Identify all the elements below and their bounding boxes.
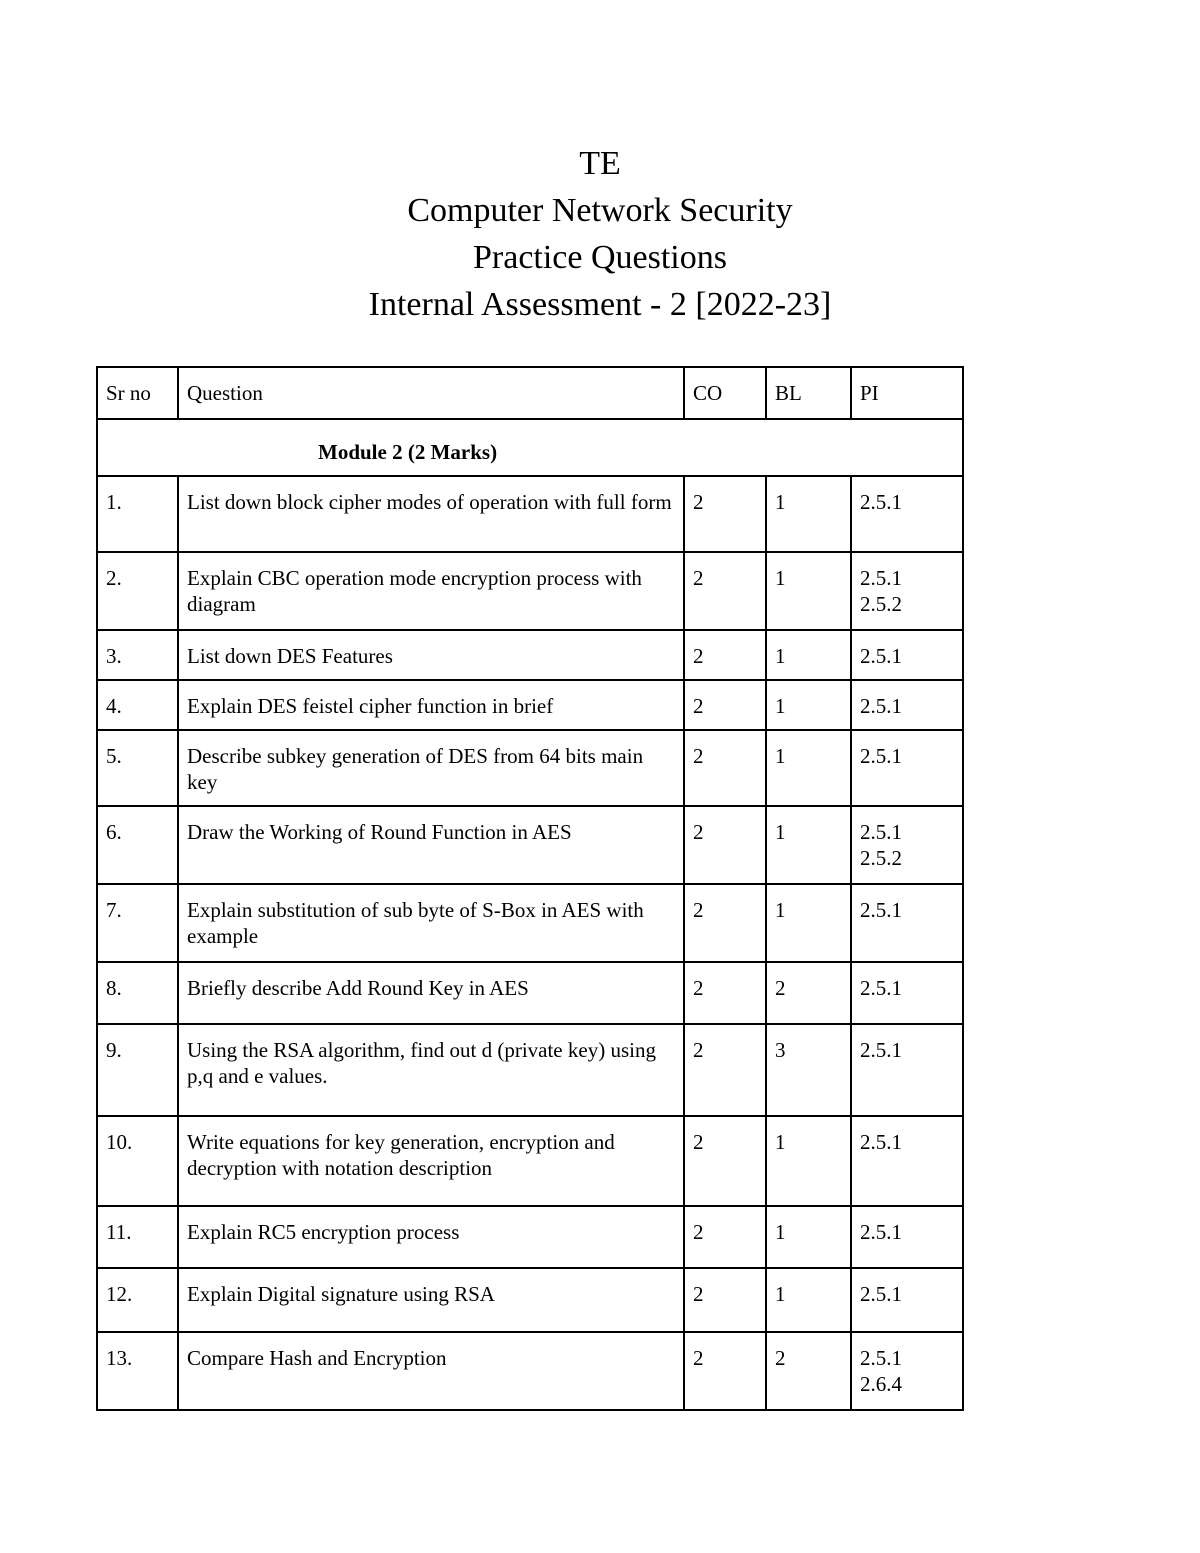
pi-value: 2.5.1 [860, 1220, 902, 1244]
module-label: Module 2 (2 Marks) [318, 440, 498, 464]
sr-no-cell: 1. [97, 476, 178, 552]
bl-cell: 3 [766, 1024, 851, 1116]
pi-value: 2.5.2 [860, 592, 902, 616]
bl-cell: 1 [766, 1116, 851, 1206]
pi-cell [851, 1116, 963, 1206]
bl-cell: 1 [766, 884, 851, 962]
questions-table [96, 366, 964, 1411]
question-cell: List down block cipher modes of operation with full form [178, 476, 684, 552]
sr-no-cell: 8. [97, 962, 178, 1024]
pi-cell [851, 1024, 963, 1116]
question-cell: Explain Digital signature using RSA [178, 1268, 684, 1332]
question-cell: Compare Hash and Encryption [178, 1332, 684, 1410]
table-row [97, 1332, 963, 1410]
module-heading-row [97, 419, 963, 476]
pi-value: 2.5.1 [860, 1282, 902, 1306]
table-row [97, 962, 963, 1024]
pi-cell [851, 680, 963, 730]
pi-cell [851, 884, 963, 962]
bl-cell: 1 [766, 552, 851, 630]
pi-value: 2.5.1 [860, 644, 902, 668]
co-cell: 2 [684, 962, 766, 1024]
co-cell: 2 [684, 680, 766, 730]
pi-cell [851, 1332, 963, 1410]
table-row [97, 680, 963, 730]
bl-cell: 1 [766, 630, 851, 680]
co-cell: 2 [684, 1268, 766, 1332]
sr-no-cell: 9. [97, 1024, 178, 1116]
pi-value: 2.5.1 [860, 820, 902, 844]
pi-value: 2.5.1 [860, 1038, 902, 1062]
co-cell: 2 [684, 884, 766, 962]
bl-cell: 1 [766, 730, 851, 806]
co-cell: 2 [684, 476, 766, 552]
co-cell: 2 [684, 630, 766, 680]
question-cell: Draw the Working of Round Function in AES [178, 806, 684, 884]
column-header-bl: BL [766, 367, 851, 419]
table-row [97, 730, 963, 806]
sr-no-cell: 7. [97, 884, 178, 962]
bl-cell: 1 [766, 1206, 851, 1268]
pi-value: 2.5.1 [860, 1130, 902, 1154]
table-row [97, 1268, 963, 1332]
pi-value: 2.5.1 [860, 744, 902, 768]
table-row [97, 1206, 963, 1268]
pi-value: 2.5.2 [860, 846, 902, 870]
pi-value: 2.5.1 [860, 898, 902, 922]
table-row [97, 806, 963, 884]
pi-cell [851, 962, 963, 1024]
co-cell: 2 [684, 552, 766, 630]
document-title-block [0, 140, 1200, 328]
table-row [97, 552, 963, 630]
question-cell: List down DES Features [178, 630, 684, 680]
class-label: TE [579, 145, 621, 182]
document-type: Practice Questions [473, 239, 727, 276]
sr-no-cell: 11. [97, 1206, 178, 1268]
pi-cell [851, 730, 963, 806]
bl-cell: 1 [766, 1268, 851, 1332]
question-cell: Using the RSA algorithm, find out d (private key) using p,q and e values. [178, 1024, 684, 1116]
pi-cell [851, 1268, 963, 1332]
bl-cell: 2 [766, 962, 851, 1024]
column-header-co: CO [684, 367, 766, 419]
assessment-title: Internal Assessment - 2 [2022-23] [368, 286, 832, 323]
question-cell: Briefly describe Add Round Key in AES [178, 962, 684, 1024]
question-cell: Explain substitution of sub byte of S-Box in AES with example [178, 884, 684, 962]
bl-cell: 1 [766, 806, 851, 884]
pi-value: 2.5.1 [860, 1346, 902, 1370]
pi-value: 2.6.4 [860, 1372, 902, 1396]
pi-value: 2.5.1 [860, 694, 902, 718]
pi-value: 2.5.1 [860, 976, 902, 1000]
question-cell: Write equations for key generation, encryption and decryption with notation description [178, 1116, 684, 1206]
table-row [97, 630, 963, 680]
table-row [97, 1116, 963, 1206]
co-cell: 2 [684, 1024, 766, 1116]
column-header-sr-no: Sr no [97, 367, 178, 419]
sr-no-cell: 10. [97, 1116, 178, 1206]
table-row [97, 476, 963, 552]
question-cell: Explain DES feistel cipher function in brief [178, 680, 684, 730]
table-row [97, 1024, 963, 1116]
pi-value: 2.5.1 [860, 490, 902, 514]
subject-title: Computer Network Security [407, 192, 793, 229]
pi-cell [851, 476, 963, 552]
co-cell: 2 [684, 1332, 766, 1410]
table-row [97, 884, 963, 962]
sr-no-cell: 6. [97, 806, 178, 884]
co-cell: 2 [684, 1116, 766, 1206]
pi-cell [851, 630, 963, 680]
bl-cell: 2 [766, 1332, 851, 1410]
pi-value: 2.5.1 [860, 566, 902, 590]
question-cell: Explain CBC operation mode encryption process with diagram [178, 552, 684, 630]
question-cell: Describe subkey generation of DES from 64 bits main key [178, 730, 684, 806]
sr-no-cell: 4. [97, 680, 178, 730]
bl-cell: 1 [766, 680, 851, 730]
column-header-pi: PI [851, 367, 963, 419]
sr-no-cell: 3. [97, 630, 178, 680]
module-heading-cell [97, 419, 963, 476]
co-cell: 2 [684, 730, 766, 806]
question-cell: Explain RC5 encryption process [178, 1206, 684, 1268]
sr-no-cell: 12. [97, 1268, 178, 1332]
sr-no-cell: 13. [97, 1332, 178, 1410]
sr-no-cell: 2. [97, 552, 178, 630]
co-cell: 2 [684, 806, 766, 884]
column-header-question: Question [178, 367, 684, 419]
co-cell: 2 [684, 1206, 766, 1268]
pi-cell [851, 552, 963, 630]
table-header-row [97, 367, 963, 419]
sr-no-cell: 5. [97, 730, 178, 806]
pi-cell [851, 1206, 963, 1268]
pi-cell [851, 806, 963, 884]
bl-cell: 1 [766, 476, 851, 552]
